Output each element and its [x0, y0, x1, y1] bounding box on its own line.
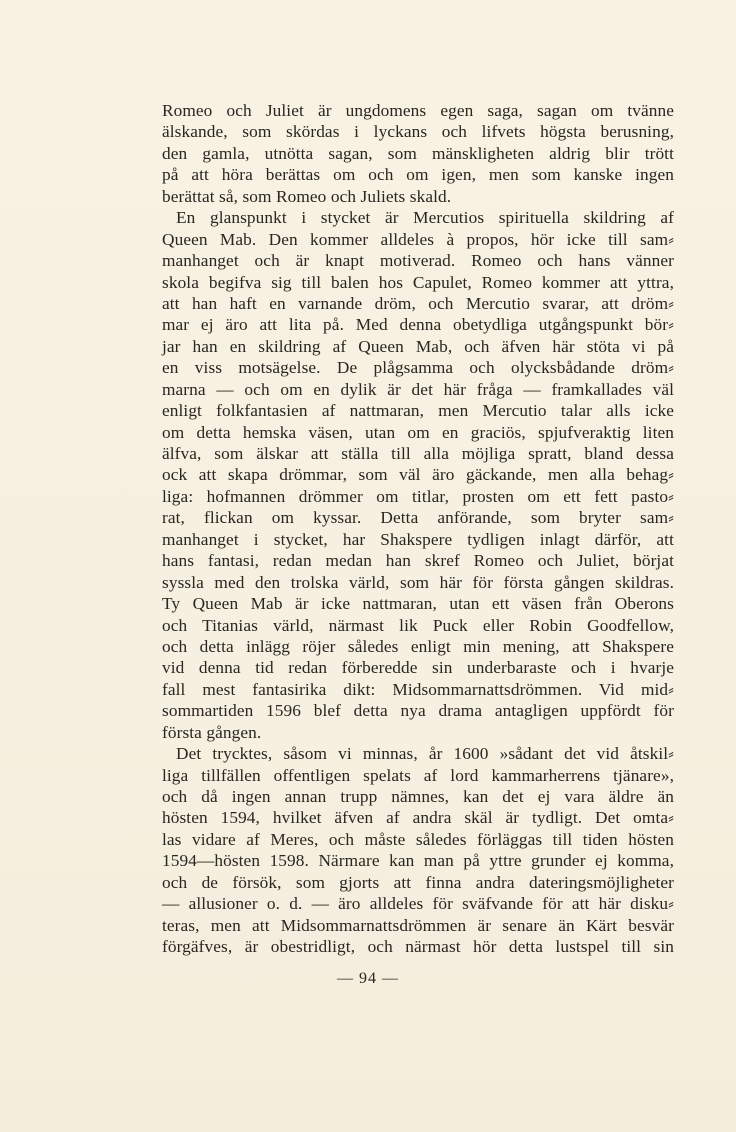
- text-line: älfva, som älskar att ställa till alla möjliga spratt, bland dessa: [162, 444, 674, 463]
- text-line: Ty Queen Mab är icke nattmaran, utan ett väsen från Oberons: [162, 594, 674, 614]
- text-line: mar ej äro att lita på. Med denna obetydliga utgångspunkt bör⸗: [162, 315, 674, 335]
- page-number: — 94 —: [337, 970, 399, 987]
- text-line: rat, flickan om kyssar. Detta anförande, som bryter sam⸗: [162, 508, 674, 528]
- text-line: hösten 1594, hvilket äfven af andra skäl är tydligt. Det omta⸗: [162, 808, 674, 828]
- text-line: första gången.: [162, 722, 262, 742]
- text-line: 1594—hösten 1598. Närmare kan man på yttre grunder ej komma,: [162, 851, 674, 871]
- text-line: las vidare af Meres, och måste således förläggas till tiden hösten: [162, 829, 674, 849]
- text-line: den gamla, utnötta sagan, som mänskligheten aldrig blir trött: [162, 143, 674, 163]
- text-line: Det trycktes, såsom vi minnas, år 1600 »sådant det vid åtskil⸗: [176, 744, 674, 764]
- text-line: och då ingen annan trupp nämnes, kan det ej vara äldre än: [162, 787, 674, 806]
- text-line: marna — och om en dylik är det här fråga — framkallades väl: [162, 379, 674, 399]
- text-line: liga tillfällen offentligen spelats af lord kammarherrens tjänare»,: [162, 765, 674, 785]
- text-line: hans fantasi, redan medan han skref Romeo och Juliet, börjat: [162, 551, 674, 571]
- text-line: berättat så, som Romeo och Juliets skald.: [162, 186, 452, 206]
- text-line: älskande, som skördas i lyckans och lifvets högsta berusning,: [162, 122, 674, 142]
- text-line: vid denna tid redan förberedde sin underbaraste och i hvarje: [162, 658, 674, 678]
- text-line: skola begifva sig till balen hos Capulet, Romeo kommer att yttra,: [162, 272, 674, 292]
- text-line: syssla med den trolska värld, som här för första gången skildras.: [162, 572, 674, 592]
- text-line: och Titanias värld, närmast lik Puck eller Robin Goodfellow,: [162, 615, 674, 635]
- text-line: Queen Mab. Den kommer alldeles à propos, hör icke till sam⸗: [162, 229, 674, 249]
- text-line: på att höra berättas om och om igen, men som kanske ingen: [162, 165, 674, 185]
- text-line: sommartiden 1596 blef detta nya drama antagligen uppfördt för: [162, 701, 674, 721]
- body-text: [162, 100, 674, 958]
- text-line: enligt folkfantasien af nattmaran, men Mercutio talar alls icke: [162, 401, 674, 421]
- text-line: manhanget och är knapt motiverad. Romeo och hans vänner: [162, 251, 674, 271]
- text-line: Romeo och Juliet är ungdomens egen saga, sagan om tvänne: [162, 101, 674, 120]
- text-line: en viss motsägelse. De plågsamma och olycksbådande dröm⸗: [162, 358, 674, 378]
- text-line: — allusioner o. d. — äro alldeles för sväfvande för att här disku⸗: [162, 894, 674, 914]
- text-line: och detta inlägg röjer således enligt min mening, att Shakspere: [162, 636, 674, 656]
- text-line: och de försök, som gjorts att finna andra dateringsmöjligheter: [162, 872, 674, 892]
- text-line: teras, men att Midsommarnattsdrömmen är senare än Kärt besvär: [162, 915, 674, 935]
- text-line: förgäfves, är obestridligt, och närmast hör detta lustspel till sin: [162, 937, 674, 957]
- text-line: manhanget i stycket, har Shakspere tydligen inlagt därför, att: [162, 529, 674, 549]
- text-line: att han haft en varnande dröm, och Mercutio svarar, att dröm⸗: [162, 293, 674, 313]
- text-line: fall mest fantasirika dikt: Midsommarnattsdrömmen. Vid mid⸗: [162, 679, 674, 699]
- text-line: om detta hemska väsen, utan om en graciös, spjufveraktig liten: [162, 422, 674, 442]
- text-line: liga: hofmannen drömmer om titlar, prosten om ett fett pasto⸗: [162, 486, 674, 506]
- text-line: En glanspunkt i stycket är Mercutios spirituella skildring af: [176, 208, 674, 228]
- text-line: jar han en skildring af Queen Mab, och äfven här stöta vi på: [162, 336, 674, 356]
- text-line: ock att skapa drömmar, som väl äro gäckande, men alla behag⸗: [162, 465, 674, 485]
